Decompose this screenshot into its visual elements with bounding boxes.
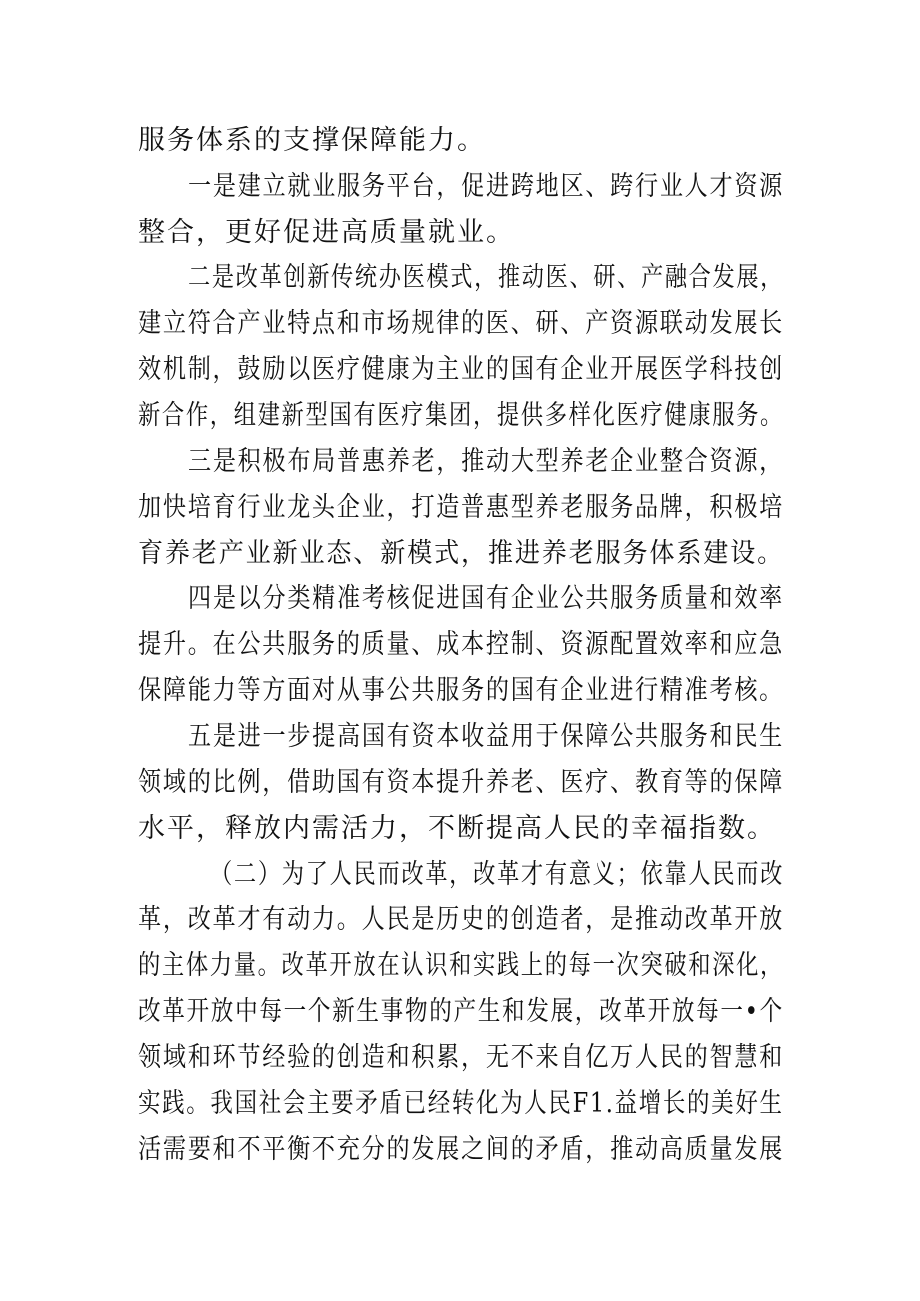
text-line: 加快培育行业龙头企业，打造普惠型养老服务品牌，积极培 — [138, 492, 785, 523]
text-line: 整合，更好促进高质量就业。 — [138, 217, 515, 248]
text-line: 四是以分类精准考核促进国有企业公共服务质量和效率 — [188, 583, 784, 614]
text-line: 领域和环节经验的创造和积累，无不来自亿万人民的智慧和 — [138, 1042, 785, 1073]
text-line: 保障能力等方面对从事公共服务的国有企业进行精准考核。 — [138, 675, 785, 706]
text-line: 的主体力量。改革开放在认识和实践上的每一次突破和深化， — [138, 950, 784, 981]
text-line: 二是改革创新传统办医模式，推动医、研、产融合发展， — [188, 262, 785, 293]
text-line: 建立符合产业特点和市场规律的医、研、产资源联动发展长 — [138, 308, 785, 339]
text-line: 育养老产业新业态、新模式，推进养老服务体系建设。 — [138, 538, 785, 569]
text-line: 三是积极布局普惠养老，推动大型养老企业整合资源， — [188, 446, 784, 477]
text-line: 服务体系的支撑保障能力。 — [138, 125, 486, 156]
text-line: 革，改革才有动力。人民是历史的创造者，是推动改革开放 — [138, 904, 785, 935]
text-line: （二）为了人民而改革，改革才有意义；依靠人民而改 — [210, 859, 784, 890]
text-line: 提升。在公共服务的质量、成本控制、资源配置效率和应急 — [138, 629, 785, 660]
text-line: 水平，释放内需活力，不断提高人民的幸福指数。 — [138, 813, 776, 844]
text-line: 领域的比例，借助国有资本提升养老、医疗、教育等的保障 — [138, 767, 785, 798]
text-line: 一是建立就业服务平台，促进跨地区、跨行业人才资源 — [188, 171, 784, 202]
text-line: 五是进一步提高国有资本收益用于保障公共服务和民生 — [188, 721, 784, 752]
text-line: 活需要和不平衡不充分的发展之间的矛盾，推动高质量发展 — [138, 1134, 785, 1165]
text-line: 改革开放中每一个新生事物的产生和发展，改革开放每一•个 — [138, 996, 784, 1027]
text-line: 实践。我国社会主要矛盾已经转化为人民F1.益增长的美好生 — [138, 1088, 784, 1119]
text-line: 效机制，鼓励以医疗健康为主业的国有企业开展医学科技创 — [138, 354, 785, 385]
text-line: 新合作，组建新型国有医疗集团，提供多样化医疗健康服务。 — [138, 400, 784, 431]
